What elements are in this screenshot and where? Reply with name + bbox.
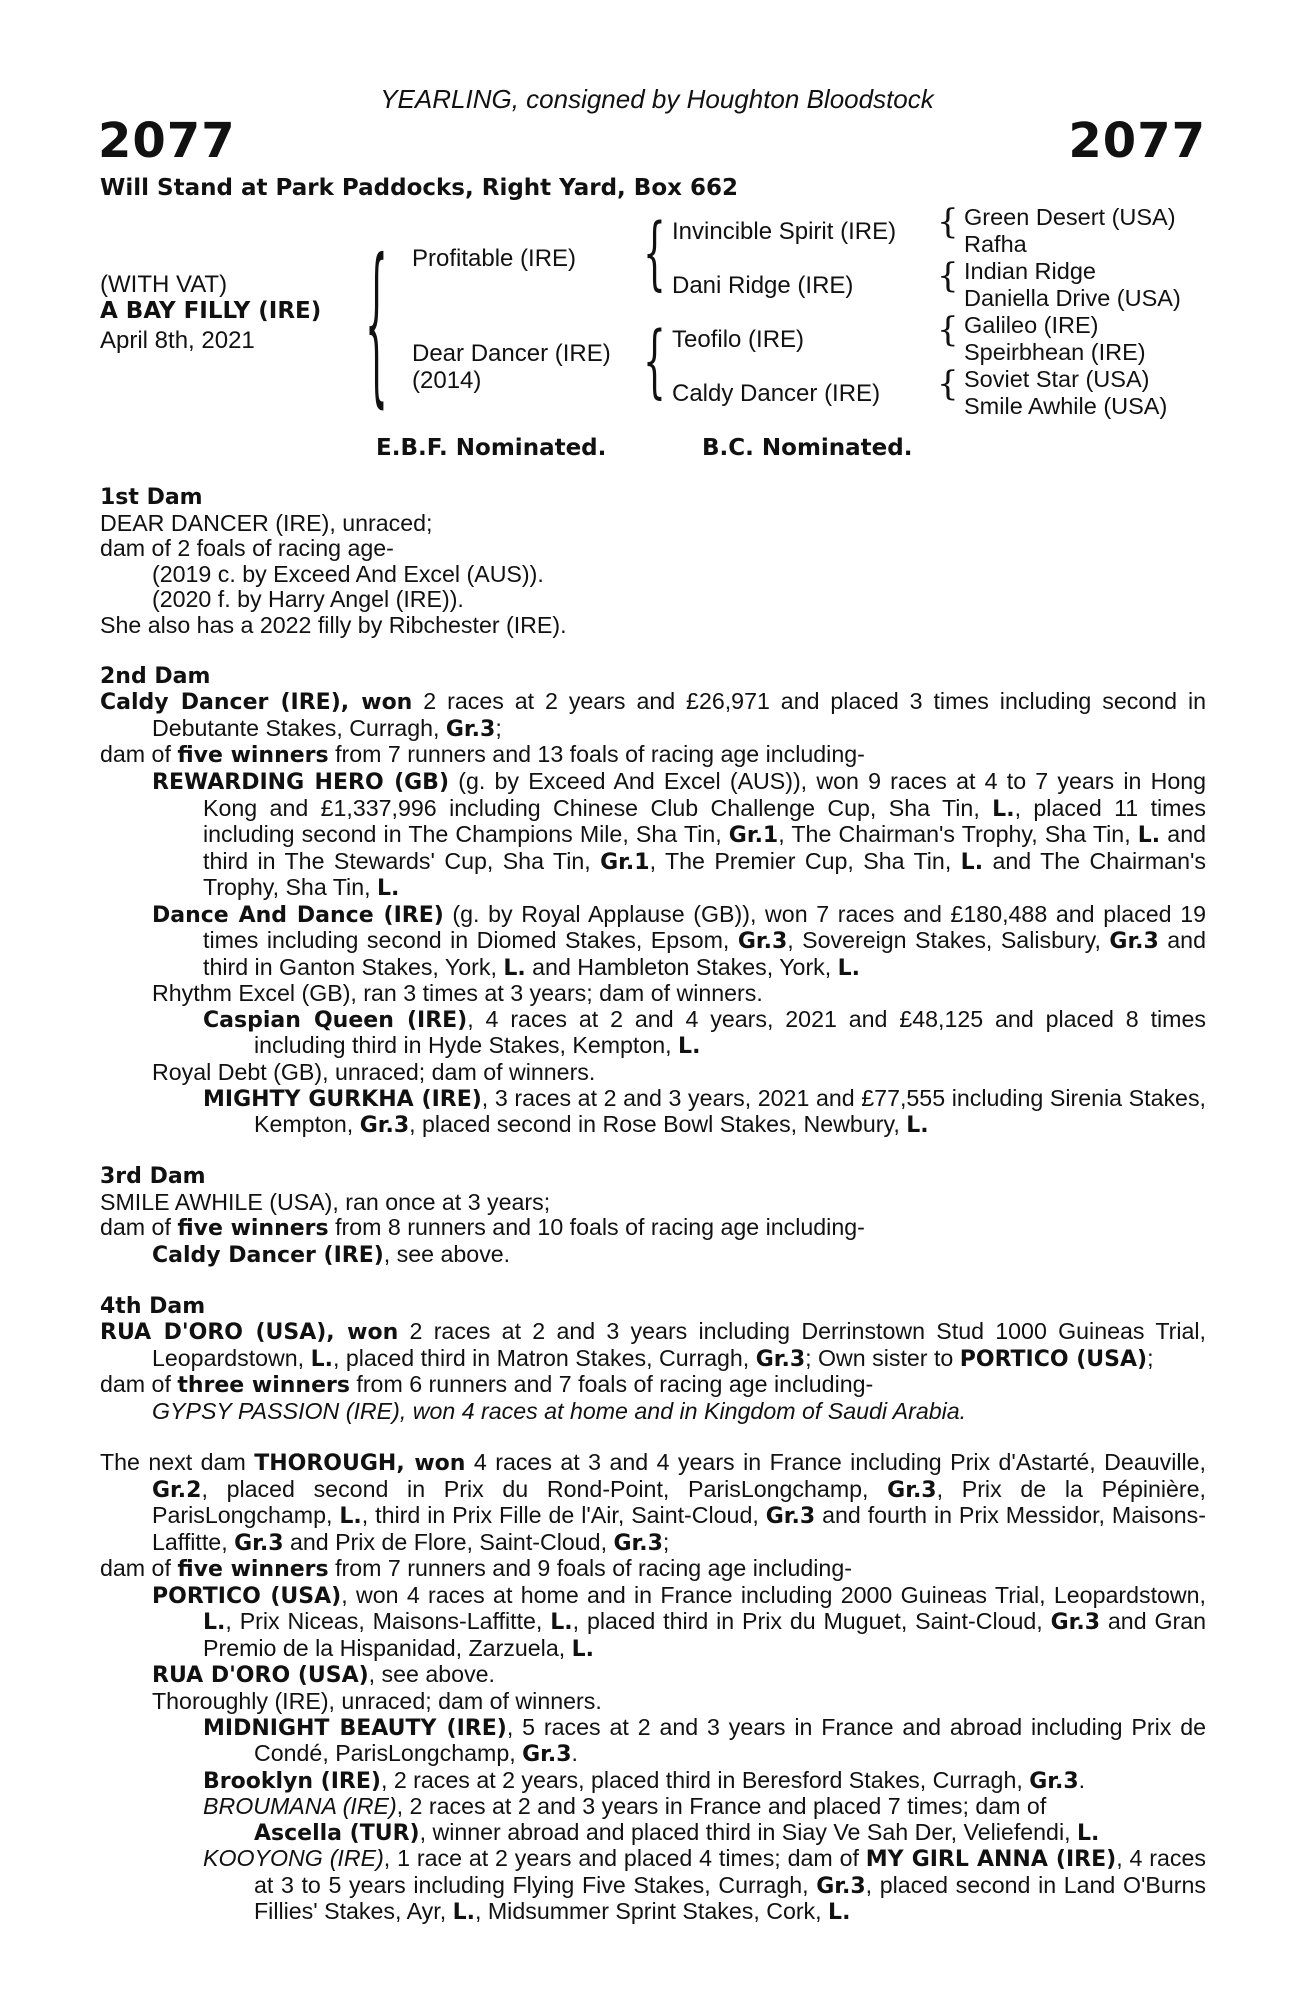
pedigree-brace-7: { (937, 364, 959, 404)
ebf-nomination: E.B.F. Nominated. (376, 435, 607, 461)
dam-dam: Caldy Dancer (IRE) (672, 380, 881, 407)
first-dam-line: dam of 2 foals of racing age- (100, 535, 394, 562)
produce-entry: Thoroughly (IRE), unraced; dam of winners. (152, 1687, 602, 1714)
third-dam-produce-summary: dam of five winners from 8 runners and 10 foals of racing age including- (100, 1214, 865, 1242)
ped-ssd: Rafha (964, 231, 1027, 257)
ped-dsd: Speirbhean (IRE) (964, 339, 1146, 365)
fourth-dam-heading: 4th Dam (100, 1293, 206, 1319)
first-dam-heading: 1st Dam (100, 485, 203, 510)
second-dam-record: Caldy Dancer (IRE), won 2 races at 2 years and £26,971 and placed 3 times including second in Debutante Stakes, Curragh, Gr.3; (100, 688, 1206, 742)
dam: Dear Dancer (IRE) (412, 340, 611, 367)
dam-sire: Teofilo (IRE) (672, 326, 805, 353)
pedigree-brace-dam: { (643, 317, 666, 408)
sire-dam: Dani Ridge (IRE) (672, 272, 854, 299)
grandproduce-entry: BROUMANA (IRE), 2 races at 2 and 3 years in France and placed 7 times; dam of (203, 1793, 1047, 1820)
dam-year: (2014) (412, 367, 482, 394)
lot-number-left: 2077 (98, 113, 236, 169)
grandproduce-entry: Brooklyn (IRE), 2 races at 2 years, placed third in Beresford Stakes, Curragh, Gr.3. (203, 1766, 1086, 1794)
sire: Profitable (IRE) (412, 245, 577, 272)
horse-name: A BAY FILLY (IRE) (100, 298, 322, 324)
stand-location: Will Stand at Park Paddocks, Right Yard, Box 662 (100, 175, 738, 201)
first-dam-foal: (2019 c. by Exceed And Excel (AUS)). (152, 560, 544, 587)
fourth-dam-record: RUA D'ORO (USA), won 2 races at 2 and 3 years including Derrinstown Stud 1000 Guineas Trial, Leopardstown, L., placed third in Matron Stakes, Curragh, Gr.3; Own sister to PORTICO (USA); (100, 1318, 1206, 1372)
produce-entry: Royal Debt (GB), unraced; dam of winners. (152, 1058, 596, 1085)
next-dam-produce-summary: dam of five winners from 7 runners and 9 foals of racing age including- (100, 1555, 852, 1583)
produce-entry: RUA D'ORO (USA), see above. (152, 1661, 496, 1689)
first-dam-line: She also has a 2022 filly by Ribchester (IRE). (100, 611, 567, 638)
second-dam-heading: 2nd Dam (100, 663, 211, 689)
produce-entry: PORTICO (USA), won 4 races at home and in France including 2000 Guineas Trial, Leopardstown, L., Prix Niceas, Maisons-Laffitte, L., placed third in Prix du Muguet, Saint-Cloud, Gr.3 and Gran Premio de la Hispanidad, Zarzuela, L. (152, 1581, 1206, 1662)
first-dam-foal: (2020 f. by Harry Angel (IRE)). (152, 586, 464, 613)
produce-entry: GYPSY PASSION (IRE), won 4 races at home and in Kingdom of Saudi Arabia. (152, 1398, 967, 1424)
vat-note: (WITH VAT) (100, 271, 228, 298)
bc-nomination: B.C. Nominated. (702, 435, 913, 461)
pedigree-brace-4: { (937, 202, 959, 242)
catalogue-body (100, 485, 1206, 1926)
grandproduce-entry: MIDNIGHT BEAUTY (IRE), 5 races at 2 and 3 years in France and abroad including Prix de Condé, ParisLongchamp, Gr.3. (203, 1713, 1206, 1768)
grandproduce-entry: KOOYONG (IRE), 1 race at 2 years and placed 4 times; dam of MY GIRL ANNA (IRE), 4 races at 3 to 5 years including Flying Five Stakes, Curragh, Gr.3, placed second in Land O'Burns Fillies' Stakes, Ayr, L., Midsummer Sprint Stakes, Cork, L. (203, 1845, 1206, 1926)
ped-ddd: Smile Awhile (USA) (964, 393, 1168, 419)
ped-dss: Galileo (IRE) (964, 312, 1099, 338)
catalogue-subtitle: YEARLING, consigned by Houghton Bloodstock (380, 84, 934, 114)
grandproduce-entry: MIGHTY GURKHA (IRE), 3 races at 2 and 3 years, 2021 and £77,555 including Sirenia Stakes, Kempton, Gr.3, placed second in Rose Bowl Stakes, Newbury, L. (203, 1084, 1206, 1139)
pedigree-brace-main: { (365, 228, 388, 426)
third-dam-record: SMILE AWHILE (USA), ran once at 3 years; (100, 1188, 551, 1215)
second-dam-produce-summary: dam of five winners from 7 runners and 13 foals of racing age including- (100, 741, 865, 769)
pedigree-brace-5: { (937, 256, 959, 296)
produce-entry: Caldy Dancer (IRE), see above. (152, 1240, 511, 1268)
ped-dds: Soviet Star (USA) (964, 366, 1150, 392)
ped-sss: Green Desert (USA) (964, 204, 1176, 230)
lot-number-right: 2077 (1068, 113, 1206, 169)
foaling-date: April 8th, 2021 (100, 327, 255, 354)
produce-entry: Dance And Dance (IRE) (g. by Royal Applause (GB)), won 7 races and £180,488 and placed 19 times including second in Diomed Stakes, Epsom, Gr.3, Sovereign Stakes, Salisbury, Gr.3 and third in Ganton Stakes, York, L. and Hambleton Stakes, York, L. (152, 900, 1206, 981)
great-grandproduce-entry: Ascella (TUR), winner abroad and placed third in Siay Ve Sah Der, Veliefendi, L. (254, 1818, 1100, 1846)
pedigree-brace-sire: { (643, 209, 666, 300)
next-dam-record: The next dam THOROUGH, won 4 races at 3 and 4 years in France including Prix d'Astarté, Deauville, Gr.2, placed second in Prix du Rond-Point, ParisLongchamp, Gr.3, Prix de la Pépinière, ParisLongchamp, L., third in Prix Fille de l'Air, Saint-Cloud, Gr.3 and fourth in Prix Messidor, Maisons-Laffitte, Gr.3 and Prix de Flore, Saint-Cloud, Gr.3; (100, 1449, 1207, 1556)
produce-entry: Rhythm Excel (GB), ran 3 times at 3 years; dam of winners. (152, 980, 763, 1007)
produce-entry: REWARDING HERO (GB) (g. by Exceed And Excel (AUS)), won 9 races at 4 to 7 years in Hong Kong and £1,337,996 including Chinese Club Challenge Cup, Sha Tin, L., placed 11 times including second in The Champions Mile, Sha Tin, Gr.1, The Chairman's Trophy, Sha Tin, L. and third in The Stewards' Cup, Sha Tin, Gr.1, The Premier Cup, Sha Tin, L. and The Chairman's Trophy, Sha Tin, L. (152, 767, 1207, 902)
sire-sire: Invincible Spirit (IRE) (672, 218, 897, 245)
grandproduce-entry: Caspian Queen (IRE), 4 races at 2 and 4 years, 2021 and £48,125 and placed 8 times including third in Hyde Stakes, Kempton, L. (203, 1005, 1206, 1060)
pedigree-brace-6: { (937, 310, 959, 350)
first-dam-line: DEAR DANCER (IRE), unraced; (100, 509, 433, 536)
fourth-dam-produce-summary: dam of three winners from 6 runners and 7 foals of racing age including- (100, 1371, 874, 1399)
ped-sds: Indian Ridge (964, 258, 1096, 284)
ped-sdd: Daniella Drive (USA) (964, 285, 1181, 311)
third-dam-heading: 3rd Dam (100, 1164, 206, 1190)
